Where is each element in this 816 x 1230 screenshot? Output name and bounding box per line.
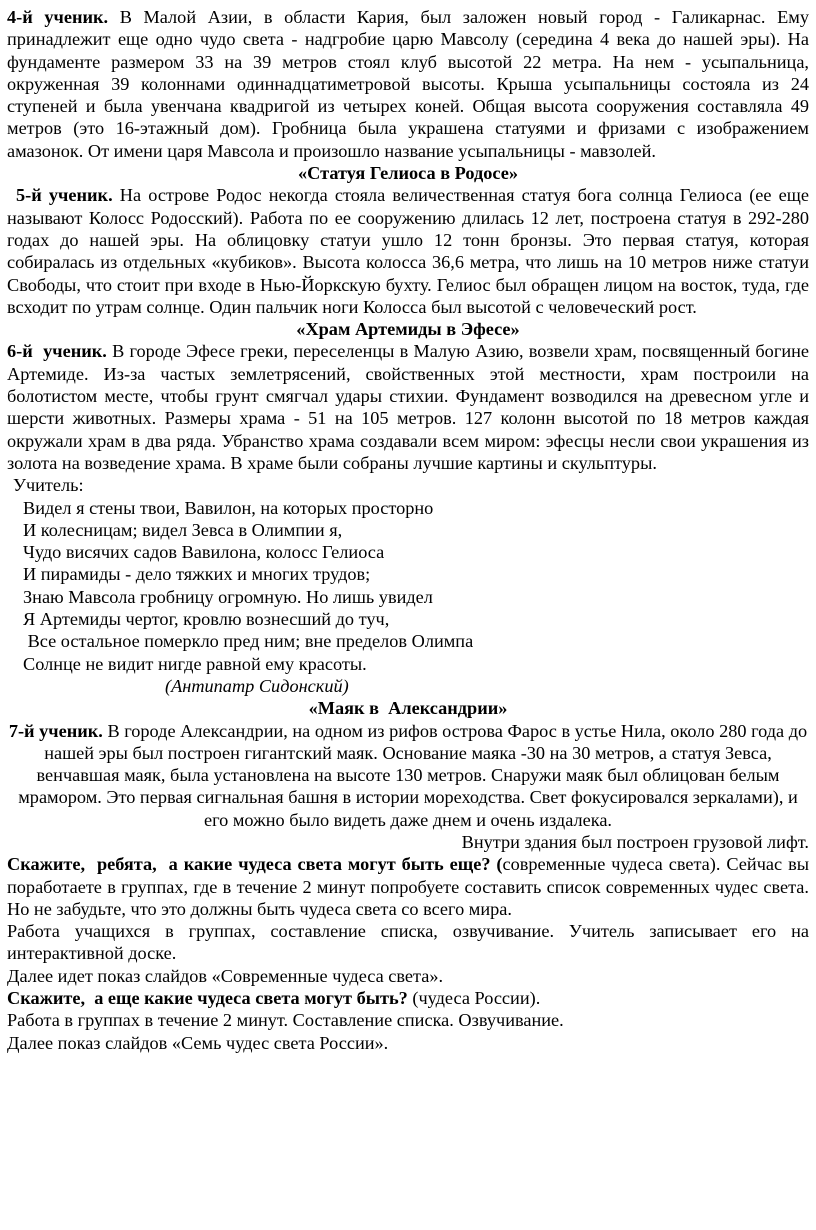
paragraph-text-student6: В городе Эфесе греки, переселенцы в Малую Азию, возвели храм, посвященный богине Артемиде. Из-за частых землетрясений, свойственных этой местности, храм построили на болотистом месте, чтобы грунт смягчал удары стихии. Фундамент возводился на древесном угле и шерсти животных. Размеры храма - 51 на 105 метров. 127 колонн высотой по 18 метров каждая окружали храм в два ряда. Убранство храма создавали всем миром: эфесцы несли свои украшения из золота на возведение храма. В храме были собраны лучшие картины и скульптуры. bbox=[7, 341, 809, 473]
poem-line: И колесницам; видел Зевса в Олимпии я, bbox=[23, 519, 343, 540]
paragraph-text-student7: В городе Александрии, на одном из рифов острова Фарос в устье Нила, около 280 года до нашей эры был построен гигантский маяк. Основание маяка -30 на 30 метров, а статуя Зевса, венчавшая маяк, была установлена на высоте 130 метров. Снаружи маяк был облицован белым мрамором. Это первая сигнальная башня в истории мореходства. Свет фокусировался зеркалами), и его можно было видеть даже днем и очень издалека. bbox=[18, 720, 808, 830]
paragraph-group-work-modern: Работа учащихся в группах, составление списка, озвучивание. Учитель записывает его на интерактивной доске. bbox=[7, 921, 809, 964]
speaker-label-student5: 5-й ученик. bbox=[16, 185, 113, 206]
heading-lighthouse: «Маяк в Александрии» bbox=[308, 698, 508, 719]
paragraph-slides-modern: Далее идет показ слайдов «Современные чудеса света». bbox=[7, 965, 444, 986]
paragraph-student7 bbox=[7, 720, 809, 831]
paragraph-student5 bbox=[7, 184, 809, 318]
speaker-label-student7: 7-й ученик. bbox=[8, 720, 103, 741]
speaker-label-student4: 4-й ученик. bbox=[7, 7, 109, 27]
paragraph-text-student5: На острове Родос некогда стояла величественная статуя бога солнца Гелиоса (ее еще называют Колосс Родосский). Работа по ее сооружению длилась 12 лет, построена статуя в 292-280 годах до нашей эры. На облицовку статуи ушло 12 тонн бронзы. Это первая статуя, которая собиралась из отдельных «кубиков». Высота колосса 36,6 метра, что лишь на 10 метров ниже статуи Свободы, что стоит при входе в Нью-Йоркскую бухту. Гелиос был обращен лицом на восток, туда, где всходит по утрам солнце. Один пальчик ноги Колосса был высотой с человеческий рост. bbox=[7, 185, 809, 317]
question-modern-normal: современные чудеса света). Сейчас вы поработаете в группах, где в течение 2 минут попробуете составить список современных чудес света. Но не забудьте, что это должны быть чудеса света со всего мира. bbox=[7, 854, 809, 919]
lift-line: Внутри здания был построен грузовой лифт. bbox=[461, 831, 809, 852]
heading-artemis: «Храм Артемиды в Эфесе» bbox=[296, 319, 520, 340]
poem-line: И пирамиды - дело тяжких и многих трудов; bbox=[23, 564, 371, 585]
poem-line: Чудо висячих садов Вавилона, колосс Гелиоса bbox=[23, 542, 385, 563]
question-russia-normal: (чудеса России). bbox=[407, 988, 541, 1009]
paragraph-slides-russia: Далее показ слайдов «Семь чудес света России». bbox=[7, 1032, 389, 1053]
paragraph-question-modern bbox=[7, 853, 809, 920]
poem-line: Солнце не видит нигде равной ему красоты. bbox=[23, 653, 367, 674]
paragraph-group-work-russia: Работа в группах в течение 2 минут. Составление списка. Озвучивание. bbox=[7, 1010, 564, 1031]
heading-helios: «Статуя Гелиоса в Родосе» bbox=[298, 163, 518, 184]
paragraph-student6 bbox=[7, 340, 809, 474]
poem-author: (Антипатр Сидонский) bbox=[165, 675, 349, 696]
paragraph-question-russia bbox=[7, 987, 809, 1009]
poem-line: Все остальное померкло пред ним; вне пределов Олимпа bbox=[23, 631, 474, 652]
poem-line: Я Артемиды чертог, кровлю вознесший до туч, bbox=[23, 609, 390, 630]
poem-line: Знаю Мавсола гробницу огромную. Но лишь увидел bbox=[23, 586, 433, 607]
speaker-label-student6: 6-й ученик. bbox=[7, 341, 107, 362]
paragraph-student4 bbox=[7, 6, 809, 162]
question-modern-bold: Скажите, ребята, а какие чудеса света могут быть еще? ( bbox=[7, 854, 503, 875]
question-russia-bold: Скажите, а еще какие чудеса света могут быть? bbox=[7, 988, 408, 1009]
poem bbox=[7, 497, 809, 675]
paragraph-text-student4: В Малой Азии, в области Кария, был заложен новый город - Галикарнас. Ему принадлежит еще одно чудо света - надгробие царю Мавсолу (середина 4 века до нашей эры). На фундаменте размером 33 на 39 метров стоял клуб высотой 22 метра. На нем - усыпальница, окруженная 39 колоннами одиннадцатиметровой высоты. Крыша усыпальницы состояла из 24 ступеней и была увенчана квадригой из четырех коней. Общая высота сооружения составляла 49 метров (это 16-этажный дом). Гробница была украшена статуями и фризами с изображением амазонок. От имени царя Мавсола и произошло название усыпальницы - мавзолей. bbox=[7, 7, 809, 161]
teacher-label: Учитель: bbox=[13, 475, 84, 496]
poem-line: Видел я стены твои, Вавилон, на которых просторно bbox=[23, 497, 434, 518]
